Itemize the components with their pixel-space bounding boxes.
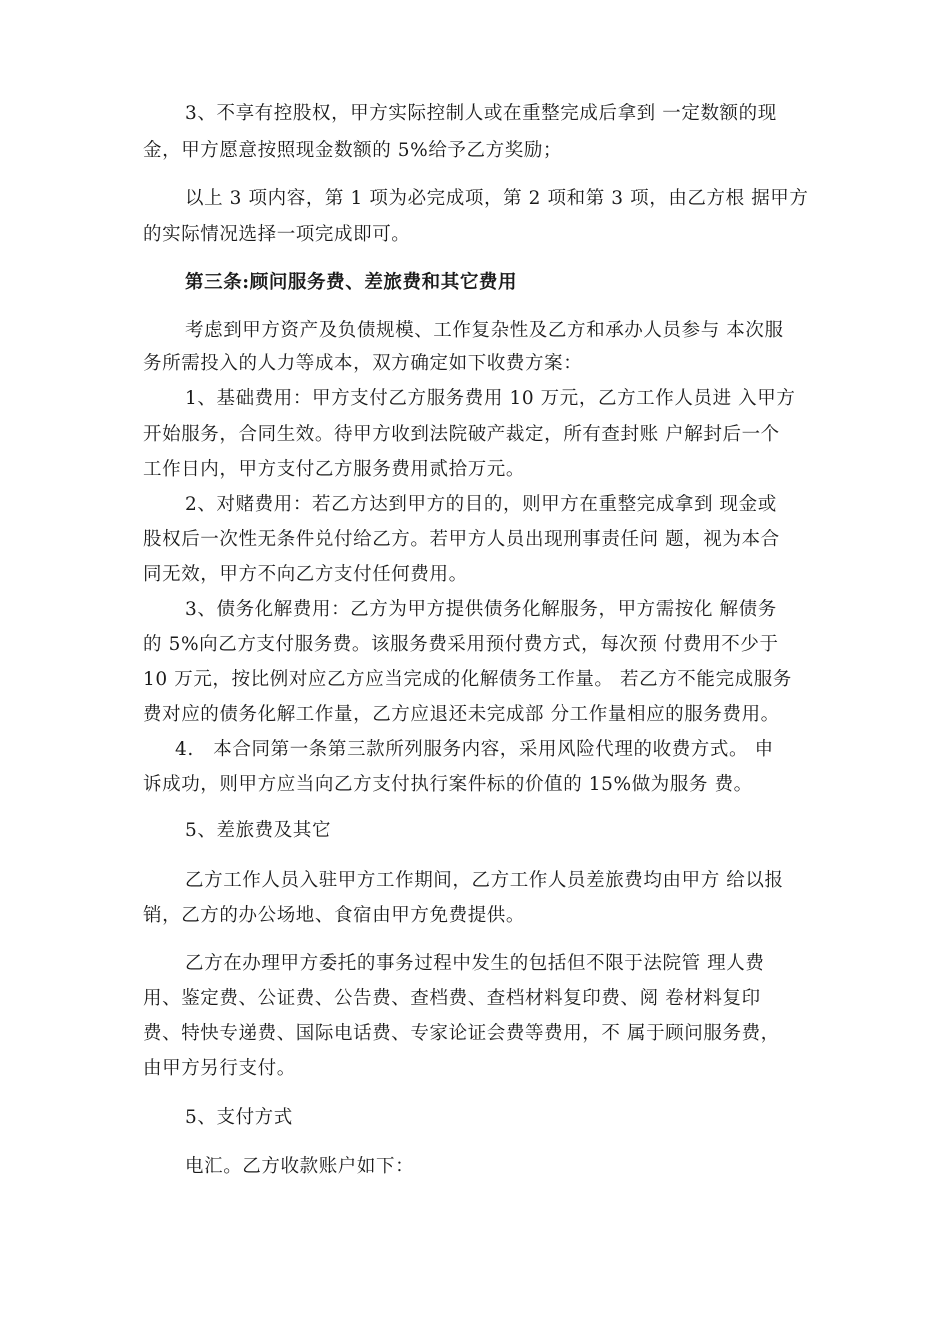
text-line: 诉成功，则甲方应当向乙方支付执行案件标的价值的 15%做为服务 费。 [143, 774, 753, 795]
text-line: 3、不享有控股权，甲方实际控制人或在重整完成后拿到 一定数额的现 [185, 103, 777, 124]
text-line: 10 万元，按比例对应乙方应当完成的化解债务工作量。 若乙方不能完成服务 [143, 669, 792, 690]
text-line: 3、债务化解费用：乙方为甲方提供债务化解服务，甲方需按化 解债务 [185, 599, 777, 620]
text-line: 工作日内，甲方支付乙方服务费用贰拾万元。 [143, 459, 526, 480]
text-line: 用、鉴定费、公证费、公告费、查档费、查档材料复印费、阅 卷材料复印 [143, 988, 761, 1009]
text-line: 费对应的债务化解工作量，乙方应退还未完成部 分工作量相应的服务费用。 [143, 704, 780, 725]
text-line: 5、差旅费及其它 [185, 820, 332, 841]
text-line: 4. 本合同第一条第三款所列服务内容，采用风险代理的收费方式。 申 [175, 739, 774, 760]
text-line: 1、基础费用：甲方支付乙方服务费用 10 万元，乙方工作人员进 入甲方 [185, 388, 796, 409]
text-line: 同无效，甲方不向乙方支付任何费用。 [143, 564, 468, 585]
text-line: 开始服务，合同生效。待甲方收到法院破产裁定，所有查封账 户解封后一个 [143, 424, 780, 445]
text-line: 以上 3 项内容，第 1 项为必完成项，第 2 项和第 3 项，由乙方根 据甲方 [185, 188, 809, 209]
text-line: 考虑到甲方资产及负债规模、工作复杂性及乙方和承办人员参与 本次服 [185, 320, 784, 341]
text-line: 的 5%向乙方支付服务费。该服务费采用预付费方式，每次预 付费用不少于 [143, 634, 779, 655]
text-line: 金，甲方愿意按照现金数额的 5%给予乙方奖励； [143, 140, 563, 161]
text-line: 电汇。乙方收款账户如下： [185, 1156, 415, 1177]
text-line: 费、特快专递费、国际电话费、专家论证会费等费用，不 属于顾问服务费， [143, 1023, 780, 1044]
text-line: 的实际情况选择一项完成即可。 [143, 224, 411, 245]
text-line: 务所需投入的人力等成本，双方确定如下收费方案： [143, 353, 583, 374]
text-line: 股权后一次性无条件兑付给乙方。若甲方人员出现刑事责任问 题，视为本合 [143, 529, 780, 550]
text-line: 2、对赌费用：若乙方达到甲方的目的，则甲方在重整完成拿到 现金或 [185, 494, 777, 515]
text-line: 乙方在办理甲方委托的事务过程中发生的包括但不限于法院管 理人费 [185, 953, 765, 974]
text-line: 5、支付方式 [185, 1107, 293, 1128]
text-line: 由甲方另行支付。 [143, 1058, 296, 1079]
section-heading: 第三条:顾问服务费、差旅费和其它费用 [185, 272, 518, 293]
text-line: 销，乙方的办公场地、食宿由甲方免费提供。 [143, 905, 526, 926]
text-line: 乙方工作人员入驻甲方工作期间，乙方工作人员差旅费均由甲方 给以报 [185, 870, 784, 891]
